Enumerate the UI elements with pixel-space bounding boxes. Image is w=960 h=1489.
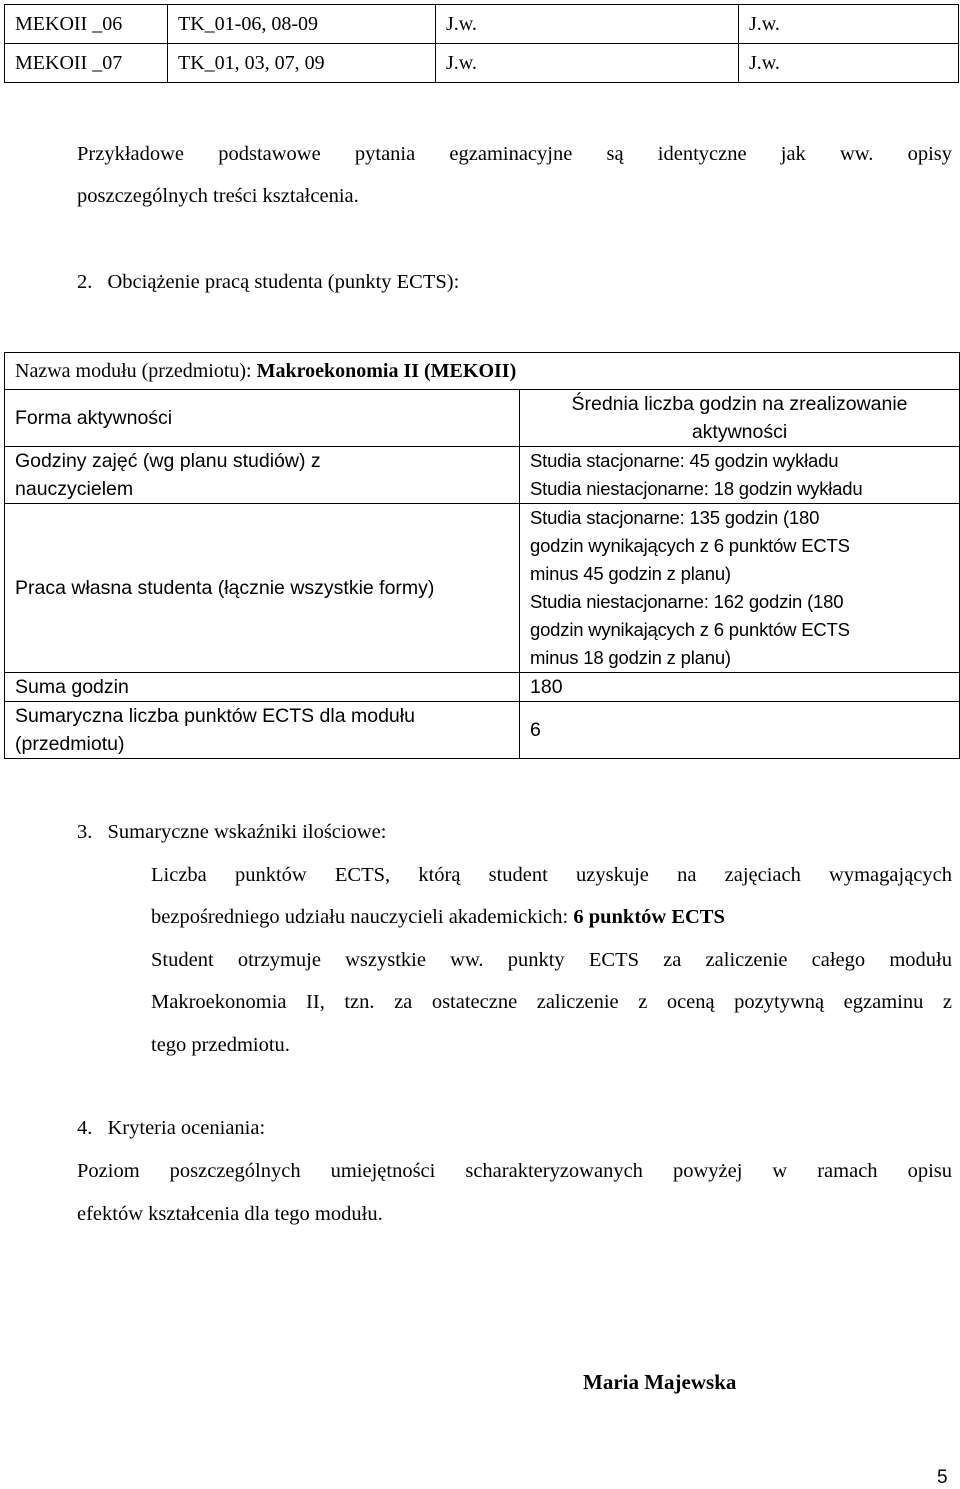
page-number: 5 [937, 1467, 948, 1488]
section-3-line-5: tego przedmiotu. [151, 1034, 290, 1056]
section-3-line-2 [151, 897, 725, 937]
table-row [5, 44, 959, 83]
value-line: minus 18 godzin z planu) [530, 647, 731, 668]
value-line: Studia niestacjonarne: 162 godzin (180 [530, 591, 844, 612]
section-number: 4. [77, 1117, 93, 1139]
module-name-cell [5, 353, 960, 390]
row-label-cell [5, 447, 520, 504]
section-title: Kryteria oceniania: [107, 1117, 266, 1139]
value-line: Studia stacjonarne: 135 godzin (180 [530, 507, 820, 528]
ects-value-cell: 6 [520, 702, 960, 759]
header-cell: Forma aktywności [5, 390, 520, 447]
header-line: Średnia liczba godzin na zrealizowanie [571, 393, 908, 415]
row-value-cell [520, 504, 960, 673]
section-2-heading [77, 262, 459, 302]
table-row [5, 504, 960, 673]
table-row [5, 5, 959, 44]
row-value-cell [520, 447, 960, 504]
label-line: (przedmiotu) [15, 733, 125, 755]
header-line: aktywności [691, 421, 788, 443]
section-4-line-1: Poziom poszczególnych umiejętności scharakteryzowanych powyżej w ramach opisu [77, 1160, 952, 1182]
ects-text: bezpośredniego udziału nauczycieli akademickich: [151, 906, 574, 928]
section-4-heading [77, 1108, 265, 1148]
section-3-line-3: Student otrzymuje wszystkie ww. punkty ECTS za zaliczenie całego modułu [151, 949, 952, 971]
label-line: Sumaryczna liczba punktów ECTS dla modułu [15, 705, 415, 727]
section-3-heading [77, 812, 386, 852]
value-line: minus 45 godzin z planu) [530, 563, 731, 584]
module-name-prefix: Nazwa modułu (przedmiotu): [15, 360, 257, 382]
module-name: Makroekonomia II (MEKOII) [256, 360, 517, 382]
table-row [5, 353, 960, 390]
value-line: godzin wynikających z 6 punktów ECTS [530, 535, 850, 556]
jw-cell: J.w. [739, 5, 959, 44]
section-3-line-1: Liczba punktów ECTS, którą student uzyskuje na zajęciach wymagających [151, 864, 952, 886]
section-title: Sumaryczne wskaźniki ilościowe: [107, 821, 387, 843]
value-line: Studia stacjonarne: 45 godzin wykładu [530, 450, 839, 471]
section-number: 3. [77, 821, 93, 843]
header-cell [520, 390, 960, 447]
value-line: Studia niestacjonarne: 18 godzin wykładu [530, 478, 863, 499]
table-row [5, 390, 960, 447]
intro-line-1: Przykładowe podstawowe pytania egzaminacyjne są identyczne jak ww. opisy [77, 143, 952, 165]
label-line: Godziny zajęć (wg planu studiów) z [15, 450, 321, 472]
module-code-cell: MEKOII _06 [5, 5, 168, 44]
sum-label-cell: Suma godzin [5, 673, 520, 702]
ects-table [4, 352, 960, 759]
section-number: 2. [77, 271, 93, 293]
tk-cell: TK_01, 03, 07, 09 [168, 44, 436, 83]
label-line: nauczycielem [15, 478, 134, 500]
table-row [5, 702, 960, 759]
jw-cell: J.w. [739, 44, 959, 83]
module-table [4, 4, 959, 83]
row-label-cell: Praca własna studenta (łącznie wszystkie formy) [5, 504, 520, 673]
sum-value-cell: 180 [520, 673, 960, 702]
table-row [5, 673, 960, 702]
module-code-cell: MEKOII _07 [5, 44, 168, 83]
signature: Maria Majewska [583, 1370, 737, 1394]
section-4-line-2: efektów kształcenia dla tego modułu. [77, 1203, 383, 1225]
intro-line-2: poszczególnych treści kształcenia. [77, 185, 359, 207]
tk-cell: TK_01-06, 08-09 [168, 5, 436, 44]
section-title: Obciążenie pracą studenta (punkty ECTS): [107, 271, 460, 293]
ects-points-bold: 6 punktów ECTS [573, 906, 725, 928]
jw-cell: J.w. [436, 5, 739, 44]
section-3-line-4: Makroekonomia II, tzn. za ostateczne zaliczenie z oceną pozytywną egzaminu z [151, 991, 952, 1013]
value-line: godzin wynikających z 6 punktów ECTS [530, 619, 850, 640]
jw-cell: J.w. [436, 44, 739, 83]
ects-label-cell [5, 702, 520, 759]
table-row [5, 447, 960, 504]
